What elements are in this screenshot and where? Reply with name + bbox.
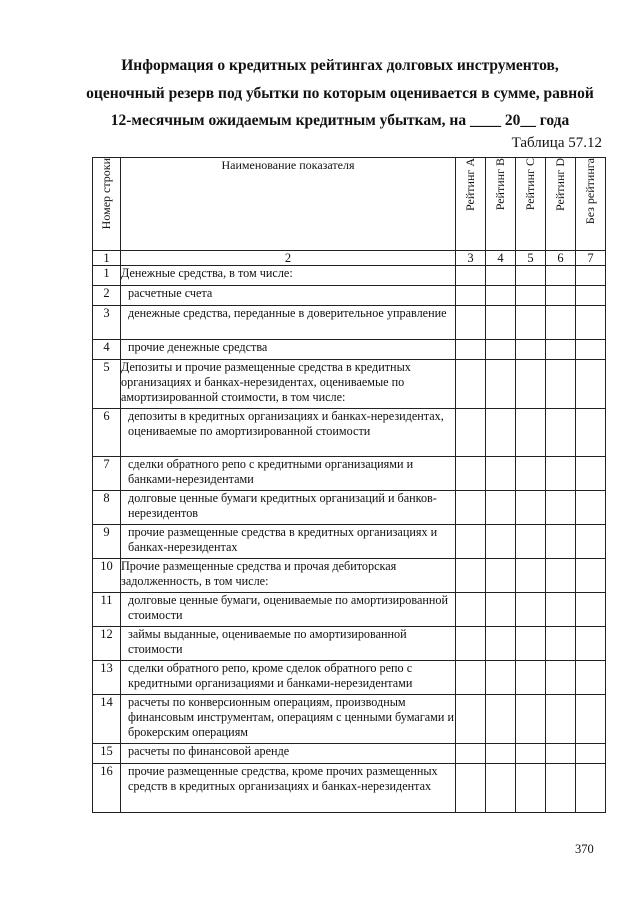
table-row: [93, 409, 606, 457]
cell-rating-b: [486, 491, 516, 525]
row-number: 10: [93, 559, 121, 593]
cell-rating-c: [516, 360, 546, 409]
cell-rating-a: [456, 695, 486, 744]
table-row: [93, 627, 606, 661]
column-number: 2: [121, 251, 456, 266]
cell-rating-b: [486, 340, 516, 360]
cell-rating-b: [486, 286, 516, 306]
table-row: [93, 340, 606, 360]
table-row: [93, 695, 606, 744]
table-row: [93, 360, 606, 409]
cell-rating-a: [456, 627, 486, 661]
table-row: [93, 286, 606, 306]
header-indicator: Наименование показателя: [121, 158, 456, 251]
page-number: 370: [575, 842, 594, 856]
cell-rating-b: [486, 525, 516, 559]
cell-no-rating: [576, 744, 606, 764]
row-indicator-name: расчеты по финансовой аренде: [121, 744, 456, 764]
cell-rating-d: [546, 593, 576, 627]
row-number: 4: [93, 340, 121, 360]
cell-rating-a: [456, 409, 486, 457]
row-number: 8: [93, 491, 121, 525]
row-indicator-name: прочие размещенные средства, кроме прочих размещенных средств в кредитных организациях и банках-нерезидентах: [121, 764, 456, 813]
header-rating-c: Рейтинг C: [516, 158, 546, 251]
column-number: 4: [486, 251, 516, 266]
header-rating-a: Рейтинг A: [456, 158, 486, 251]
cell-rating-a: [456, 360, 486, 409]
row-indicator-name: Депозиты и прочие размещенные средства в кредитных организациях и банках-нерезидентах, оцениваемые по амортизированной стоимости, в том числе:: [121, 360, 456, 409]
cell-rating-d: [546, 764, 576, 813]
cell-rating-d: [546, 491, 576, 525]
cell-no-rating: [576, 627, 606, 661]
cell-rating-c: [516, 744, 546, 764]
cell-no-rating: [576, 306, 606, 340]
table-row: [93, 525, 606, 559]
cell-rating-c: [516, 457, 546, 491]
row-indicator-name: Денежные средства, в том числе:: [121, 266, 456, 286]
cell-rating-c: [516, 306, 546, 340]
table-row: [93, 266, 606, 286]
cell-no-rating: [576, 286, 606, 306]
table-body: [93, 266, 606, 813]
cell-rating-c: [516, 695, 546, 744]
cell-no-rating: [576, 491, 606, 525]
cell-no-rating: [576, 593, 606, 627]
cell-rating-b: [486, 360, 516, 409]
row-indicator-name: депозиты в кредитных организациях и банках-нерезидентах, оцениваемые по амортизированной стоимости: [121, 409, 456, 457]
cell-rating-d: [546, 360, 576, 409]
cell-rating-d: [546, 306, 576, 340]
row-number: 15: [93, 744, 121, 764]
header-rating-b: Рейтинг B: [486, 158, 516, 251]
cell-rating-c: [516, 764, 546, 813]
cell-rating-a: [456, 744, 486, 764]
row-number: 16: [93, 764, 121, 813]
cell-no-rating: [576, 340, 606, 360]
cell-rating-b: [486, 661, 516, 695]
row-indicator-name: долговые ценные бумаги, оцениваемые по амортизированной стоимости: [121, 593, 456, 627]
cell-rating-b: [486, 266, 516, 286]
cell-rating-b: [486, 306, 516, 340]
cell-rating-d: [546, 695, 576, 744]
cell-rating-b: [486, 744, 516, 764]
cell-rating-c: [516, 409, 546, 457]
cell-rating-c: [516, 661, 546, 695]
row-indicator-name: прочие размещенные средства в кредитных организациях и банках-нерезидентах: [121, 525, 456, 559]
row-indicator-name: расчеты по конверсионным операциям, производным финансовым инструментам, операциям с ценными бумагами и брокерским операциям: [121, 695, 456, 744]
cell-no-rating: [576, 409, 606, 457]
cell-rating-c: [516, 593, 546, 627]
cell-rating-a: [456, 286, 486, 306]
row-number: 14: [93, 695, 121, 744]
table-row: [93, 457, 606, 491]
row-number: 5: [93, 360, 121, 409]
column-number: 5: [516, 251, 546, 266]
table-row: [93, 306, 606, 340]
cell-rating-b: [486, 764, 516, 813]
cell-rating-a: [456, 764, 486, 813]
cell-rating-c: [516, 627, 546, 661]
cell-rating-a: [456, 340, 486, 360]
header-row: [93, 158, 606, 251]
cell-rating-d: [546, 286, 576, 306]
cell-rating-a: [456, 593, 486, 627]
cell-no-rating: [576, 360, 606, 409]
cell-rating-d: [546, 409, 576, 457]
cell-rating-c: [516, 340, 546, 360]
row-number: 11: [93, 593, 121, 627]
cell-rating-a: [456, 525, 486, 559]
row-number: 2: [93, 286, 121, 306]
row-indicator-name: займы выданные, оцениваемые по амортизированной стоимости: [121, 627, 456, 661]
table-row: [93, 491, 606, 525]
header-rating-d: Рейтинг D: [546, 158, 576, 251]
cell-rating-c: [516, 525, 546, 559]
table-row: [93, 744, 606, 764]
column-number: 1: [93, 251, 121, 266]
cell-rating-d: [546, 627, 576, 661]
cell-rating-a: [456, 559, 486, 593]
cell-no-rating: [576, 457, 606, 491]
header-no-rating: Без рейтинга: [576, 158, 606, 251]
cell-no-rating: [576, 525, 606, 559]
cell-no-rating: [576, 695, 606, 744]
row-number: 6: [93, 409, 121, 457]
cell-rating-d: [546, 525, 576, 559]
cell-rating-b: [486, 409, 516, 457]
cell-rating-d: [546, 340, 576, 360]
column-number: 6: [546, 251, 576, 266]
cell-no-rating: [576, 266, 606, 286]
row-number: 7: [93, 457, 121, 491]
cell-no-rating: [576, 661, 606, 695]
row-indicator-name: сделки обратного репо, кроме сделок обратного репо с кредитными организациями и банками-нерезидентами: [121, 661, 456, 695]
cell-rating-c: [516, 266, 546, 286]
row-indicator-name: долговые ценные бумаги кредитных организаций и банков-нерезидентов: [121, 491, 456, 525]
table-row: [93, 559, 606, 593]
row-indicator-name: денежные средства, переданные в доверительное управление: [121, 306, 456, 340]
title-line-2: оценочный резерв под убытки по которым оценивается в сумме, равной: [86, 85, 594, 102]
cell-rating-b: [486, 695, 516, 744]
row-number: 3: [93, 306, 121, 340]
row-indicator-name: сделки обратного репо с кредитными организациями и банками-нерезидентами: [121, 457, 456, 491]
cell-rating-a: [456, 491, 486, 525]
cell-rating-c: [516, 286, 546, 306]
table-row: [93, 661, 606, 695]
table-label: Таблица 57.12: [511, 135, 602, 151]
row-number: 1: [93, 266, 121, 286]
cell-no-rating: [576, 559, 606, 593]
cell-rating-b: [486, 593, 516, 627]
cell-rating-d: [546, 266, 576, 286]
cell-rating-c: [516, 491, 546, 525]
cell-rating-a: [456, 266, 486, 286]
cell-no-rating: [576, 764, 606, 813]
row-number: 9: [93, 525, 121, 559]
column-number: 3: [456, 251, 486, 266]
row-number: 12: [93, 627, 121, 661]
cell-rating-d: [546, 661, 576, 695]
cell-rating-a: [456, 457, 486, 491]
row-indicator-name: прочие денежные средства: [121, 340, 456, 360]
table-row: [93, 593, 606, 627]
cell-rating-b: [486, 457, 516, 491]
cell-rating-b: [486, 627, 516, 661]
title-line-1: Информация о кредитных рейтингах долговых инструментов,: [121, 57, 559, 74]
row-indicator-name: расчетные счета: [121, 286, 456, 306]
column-number-row: [93, 251, 606, 266]
table-row: [93, 764, 606, 813]
row-indicator-name: Прочие размещенные средства и прочая дебиторская задолженность, в том числе:: [121, 559, 456, 593]
title-line-3: 12-месячным ожидаемым кредитным убыткам, на ____ 20__ года: [110, 112, 570, 129]
ratings-table: [92, 157, 606, 813]
column-number: 7: [576, 251, 606, 266]
cell-rating-d: [546, 559, 576, 593]
cell-rating-d: [546, 457, 576, 491]
cell-rating-b: [486, 559, 516, 593]
cell-rating-a: [456, 661, 486, 695]
cell-rating-d: [546, 744, 576, 764]
cell-rating-a: [456, 306, 486, 340]
cell-rating-c: [516, 559, 546, 593]
row-number: 13: [93, 661, 121, 695]
header-row-number: Номер строки: [93, 158, 121, 251]
